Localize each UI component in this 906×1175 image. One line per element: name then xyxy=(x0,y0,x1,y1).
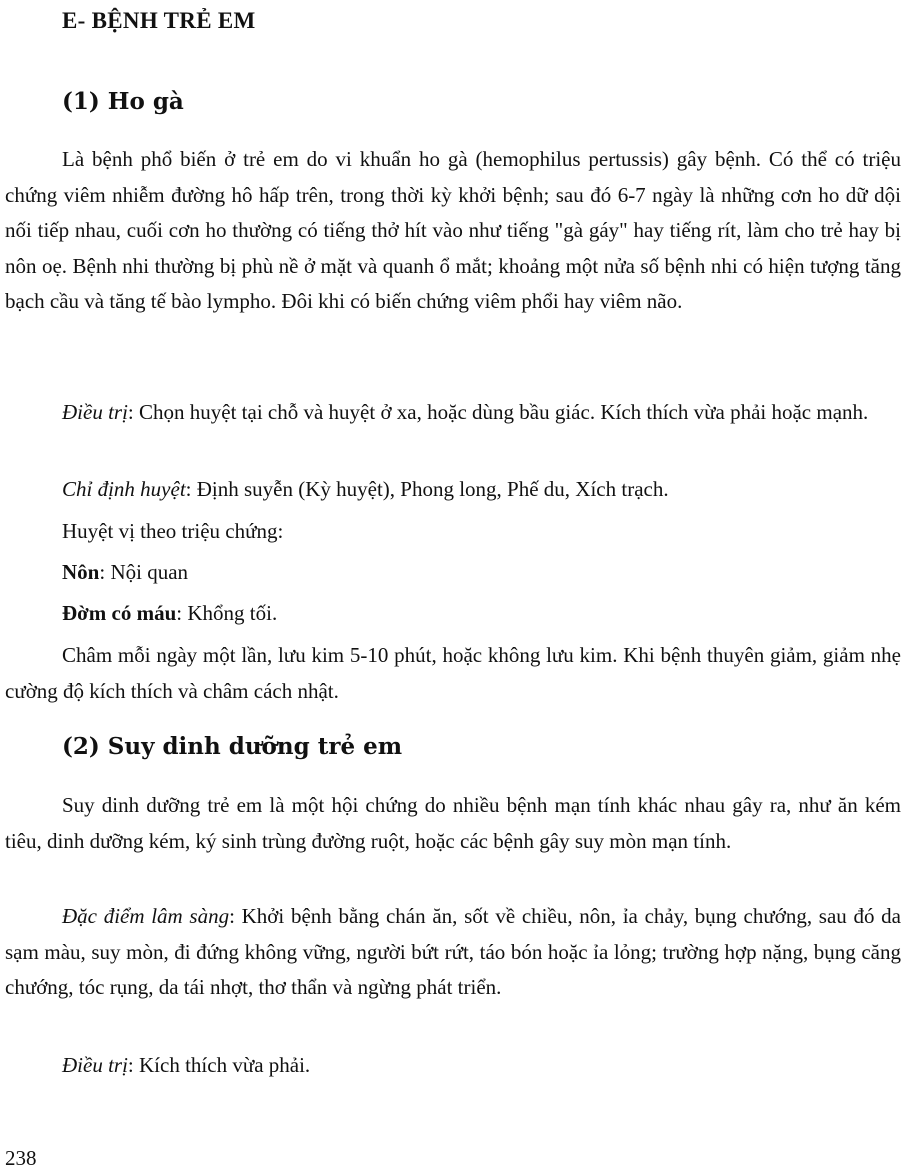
paragraph-ho-ga-description: Là bệnh phổ biến ở trẻ em do vi khuẩn ho gà (hemophilus pertussis) gây bệnh. Có thể có triệu chứng viêm nhiễm đường hô hấp trên, trong thời kỳ khởi bệnh; sau đó 6-7 ngày là những cơn ho dữ dội nối tiếp nhau, cuối cơn ho thường có tiếng thở hít vào như tiếng "gà gáy" hay tiếng rít, làm cho trẻ hay bị nôn oẹ. Bệnh nhi thường bị phù nề ở mặt và quanh ổ mắt; khoảng một nửa số bệnh nhi có hiện tượng tăng bạch cầu và tăng tế bào lympho. Đôi khi có biến chứng viêm phổi hay viêm não. xyxy=(5,147,901,313)
text-non: : Nội quan xyxy=(99,560,189,584)
text-chi-dinh-huyet: : Định suyễn (Kỳ huyệt), Phong long, Phế du, Xích trạch. xyxy=(185,477,669,501)
page-number: 238 xyxy=(5,1146,37,1170)
label-chi-dinh-huyet: Chỉ định huyệt xyxy=(62,477,186,501)
text-dieu-tri-2: : Kích thích vừa phải. xyxy=(127,1053,311,1077)
chapter-title: E- BỆNH TRẺ EM xyxy=(62,8,256,33)
paragraph-suy-dinh-duong-treatment xyxy=(5,1048,901,1084)
text-dieu-tri: : Chọn huyệt tại chỗ và huyệt ở xa, hoặc dùng bầu giác. Kích thích vừa phải hoặc mạnh. xyxy=(127,400,869,424)
paragraph-dom-co-mau xyxy=(5,596,901,632)
label-dom-co-mau: Đờm có máu xyxy=(62,601,177,625)
paragraph-suy-dinh-duong-description: Suy dinh dưỡng trẻ em là một hội chứng do nhiều bệnh mạn tính khác nhau gây ra, như ăn kém tiêu, dinh dưỡng kém, ký sinh trùng đường ruột, hoặc các bệnh gây suy mòn mạn tính. xyxy=(5,793,901,853)
text-dom-co-mau: : Khổng tối. xyxy=(176,601,278,625)
label-dac-diem-lam-sang: Đặc điểm lâm sàng xyxy=(62,904,230,928)
paragraph-ho-ga-treatment xyxy=(5,395,901,431)
paragraph-non xyxy=(5,555,901,591)
paragraph-ho-ga-needling: Châm mỗi ngày một lần, lưu kim 5-10 phút, hoặc không lưu kim. Khi bệnh thuyên giảm, giảm nhẹ cường độ kích thích và châm cách nhật. xyxy=(5,643,901,703)
paragraph-symptom-points: Huyệt vị theo triệu chứng: xyxy=(62,519,284,543)
label-dieu-tri: Điều trị xyxy=(62,400,128,424)
paragraph-clinical-features xyxy=(5,899,901,1006)
label-dieu-tri-2: Điều trị xyxy=(62,1053,128,1077)
text-dac-diem-lam-sang: : Khởi bệnh bằng chán ăn, sốt về chiều, nôn, ỉa chảy, bụng chướng, sau đó da sạm màu, suy mòn, đi đứng không vững, người bứt rứt, táo bón hoặc ỉa lỏng; trường hợp nặng, bụng căng chướng, tóc rụng, da tái nhợt, thơ thẩn và ngừng phát triển. xyxy=(5,904,901,999)
label-non: Nôn xyxy=(62,560,100,584)
section-title-ho-ga: (1) Ho gà xyxy=(62,88,184,115)
paragraph-ho-ga-acupoints xyxy=(5,472,901,508)
section-title-suy-dinh-duong: (2) Suy dinh dưỡng trẻ em xyxy=(62,733,403,760)
